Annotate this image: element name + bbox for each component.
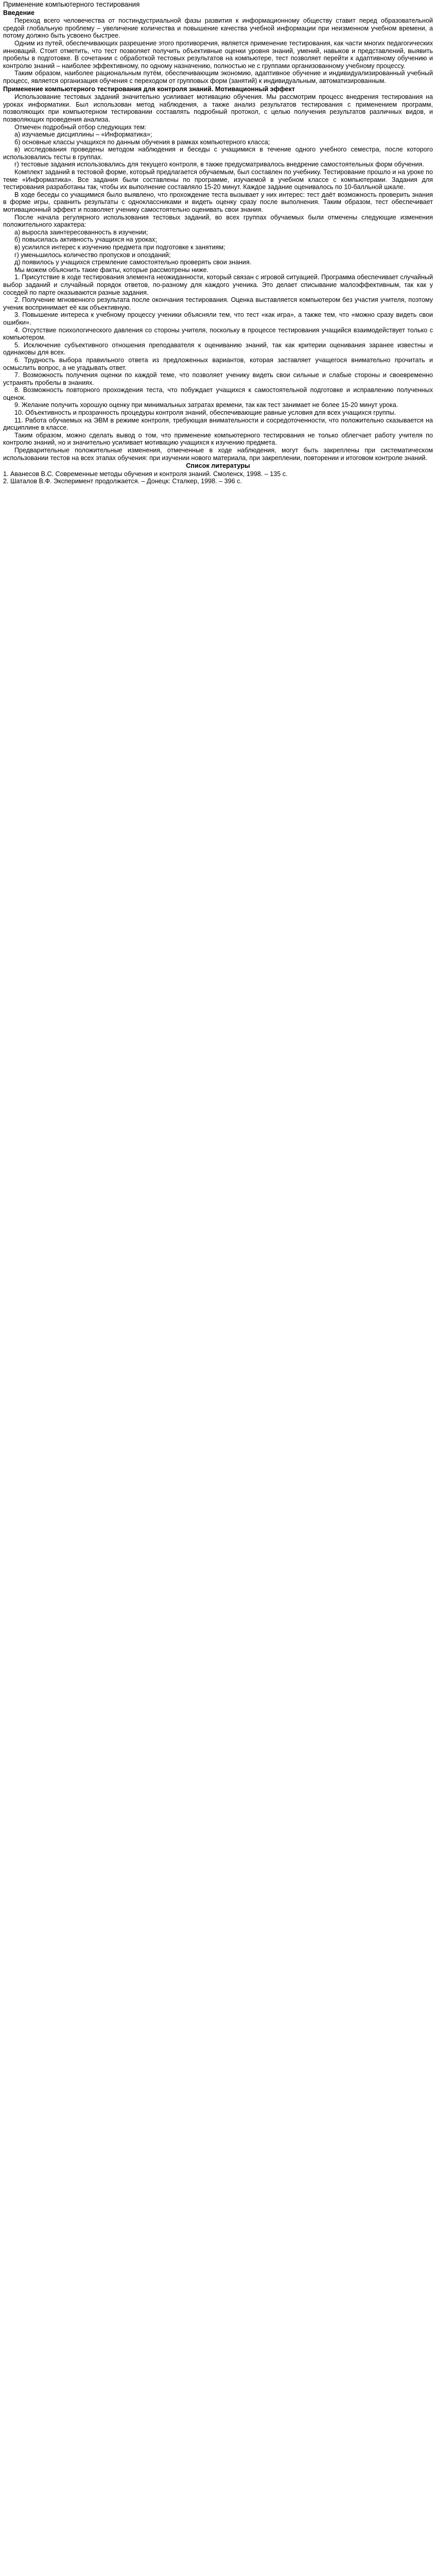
paragraph: 7. Возможность получения оценки по каждой теме, что позволяет ученику видеть свои сильные и слабые стороны и своевременно устранять пробелы в знаниях. xyxy=(3,371,433,386)
reference-item: 2. Шаталов В.Ф. Эксперимент продолжается. – Донецк: Сталкер, 1998. – 396 с. xyxy=(3,478,242,485)
paragraph: Предварительные положительные изменения, отмеченные в ходе наблюдения, могут быть закреплены при систематическом использовании тестов на всех этапах обучения: при изучении нового материала, при закреплении, повторении и итоговом контроле знаний. xyxy=(3,447,433,462)
paragraph: г) уменьшилось количество пропусков и опозданий; xyxy=(14,251,171,259)
paragraph: 6. Трудность выбора правильного ответа из предложенных вариантов, которая заставляет учащегося внимательно прочитать и осмыслить вопрос, а не угадывать ответ. xyxy=(3,356,433,371)
paragraph: Мы можем объяснить такие факты, которые рассмотрены ниже. xyxy=(14,266,209,274)
intro-heading: Введение xyxy=(3,9,35,16)
paragraph: Одним из путей, обеспечивающих разрешение этого противоречия, является применение тестирования, как части многих педагогических инноваций. Стоит отметить, что тест позволяет получить объективные оценки уровня знаний, умений, навыков и представлений, выявить пробелы в подготовке. В сочетании с обработкой тестовых результатов на компьютере, тест позволяет перейти к адаптивному обучению и контролю знаний – наиболее эффективному, по одному назначению, полностью не с группами организованному учебному процессу. xyxy=(3,39,433,70)
paragraph: Использование тестовых заданий значительно усиливает мотивацию обучения. Мы рассмотрим процесс внедрения тестирования на уроках информатики. Был использован метод наблюдения, а также анализ результатов тестирования с применением программ, позволяющих при компьютерном тестировании составлять подробный протокол, с целью получения результатов различных видов, и позволяющих проведения анализа. xyxy=(3,93,433,123)
paragraph: в) исследования проведены методом наблюдения и беседы с учащимися в течение одного учебного семестра, после которого использовались тесты в группах. xyxy=(3,146,433,161)
paragraph: 10. Объективность и прозрачность процедуры контроля знаний, обеспечивающие равные условия для всех учащихся группы. xyxy=(14,409,396,417)
paragraph: Таким образом, можно сделать вывод о том, что применение компьютерного тестирования не только облегчает работу учителя по контролю знаний, но и значительно усиливает мотивацию учащихся к изучению предмета. xyxy=(3,431,433,447)
section1-continued xyxy=(3,214,433,462)
paragraph: б) основные классы учащихся по данным обучения в рамках компьютерного класса; xyxy=(14,138,270,146)
paragraph: 9. Желание получить хорошую оценку при минимальных затратах времени, так как тест занимает не более 15-20 минут урока. xyxy=(14,401,398,409)
paragraph: 1. Присутствие в ходе тестирования элемента неожиданности, который связан с игровой ситуацией. Программа обеспечивает случайный выбор заданий и случайный порядок ответов, по-разному для каждого ученика. Это делает списывание малоэффективным, так как у соседей по парте оказываются разные задания. xyxy=(3,274,433,296)
paragraph: Таким образом, наиболее рациональным путём, обеспечивающим экономию, адаптивное обучение и индивидуализированный учебный процесс, является организация обучения с переходом от групповых форм (занятий) к индивидуальным, автоматизированным. xyxy=(3,70,433,84)
paragraph: 5. Исключение субъективного отношения преподавателя к оцениванию знаний, так как критерии оценивания заранее известны и одинаковы для всех. xyxy=(3,341,433,357)
paragraph: 4. Отсутствие психологического давления со стороны учителя, поскольку в процессе тестирования учащийся взаимодействует только с компьютером. xyxy=(3,326,433,342)
paragraph: Комплект заданий в тестовой форме, который предлагается обучаемым, был составлен по учебнику. Тестирование прошло и на уроке по теме «Информатика». Все задания были составлены по программе, изучаемой в учебном классе с компьютерами. Задания для тестирования разработаны так, чтобы их выполнение составляло 15-20 минут. Каждое задание оценивалось по 10-балльной шкале. xyxy=(3,168,433,191)
paragraph: б) повысилась активность учащихся на уроках; xyxy=(14,236,157,244)
paragraph: 2. Получение мгновенного результата после окончания тестирования. Оценка выставляется компьютером без участия учителя, поэтому ученик воспринимает её как объективную. xyxy=(3,296,433,311)
document-title: Применение компьютерного тестирования xyxy=(3,1,140,8)
reference-item: 1. Аванесов В.С. Современные методы обучения и контроля знаний. Смоленск, 1998. – 135 с. xyxy=(3,470,288,478)
paragraph: 3. Повышение интереса к учебному процессу ученики объясняли тем, что тест «как игра», а также тем, что «можно сразу видеть свои ошибки». xyxy=(3,311,433,326)
references-list xyxy=(3,470,433,485)
paragraph: в) усилился интерес к изучению предмета при подготовке к занятиям; xyxy=(14,244,225,251)
intro-section xyxy=(3,17,433,84)
paragraph: а) выросла заинтересованность в изучении; xyxy=(14,228,148,236)
paragraph: Переход всего человечества от постиндустриальной фазы развития к информационному обществу ставит перед образовательной средой глобальную проблему – увеличение количества и повышение качества учебной информации при неизменном учебном времени, а потому должно быть усвоено быстрее. xyxy=(3,17,433,40)
paragraph: Отмечен подробный отбор следующих тем: xyxy=(14,123,147,131)
paragraph: 11. Работа обучаемых на ЭВМ в режиме контроля, требующая внимательности и сосредоточенности, что положительно сказывается на дисциплине в классе. xyxy=(3,416,433,432)
paragraph: а) изучаемые дисциплины – «Информатика»; xyxy=(14,131,152,139)
section1-body xyxy=(3,93,433,214)
paragraph: д) появилось у учащихся стремление самостоятельно проверять свои знания. xyxy=(14,259,252,266)
paragraph: В ходе беседы со учащимися было выявлено, что прохождение теста вызывает у них интерес: тест даёт возможность проверить знания в форме игры, сравнить результаты с одноклассниками и видеть оценку сразу после выполнения. Таким образом, тест обеспечивает мотивационный эффект и позволяет ученику самостоятельно оценивать свои знания. xyxy=(3,191,433,214)
section1-heading: Применение компьютерного тестирования для контроля знаний. Мотивационный эффект xyxy=(3,85,295,93)
paragraph: 8. Возможность повторного прохождения теста, что побуждает учащихся к самостоятельной подготовке и исправлению полученных оценок. xyxy=(3,386,433,401)
document-page xyxy=(0,0,436,487)
paragraph: После начала регулярного использования тестовых заданий, во всех группах обучаемых были отмечены следующие изменения положительного характера: xyxy=(3,213,433,229)
references-heading: Список литературы xyxy=(186,462,250,470)
paragraph: г) тестовые задания использовались для текущего контроля, в также предусматривалось внедрение самостоятельных форм обучения. xyxy=(14,161,424,168)
